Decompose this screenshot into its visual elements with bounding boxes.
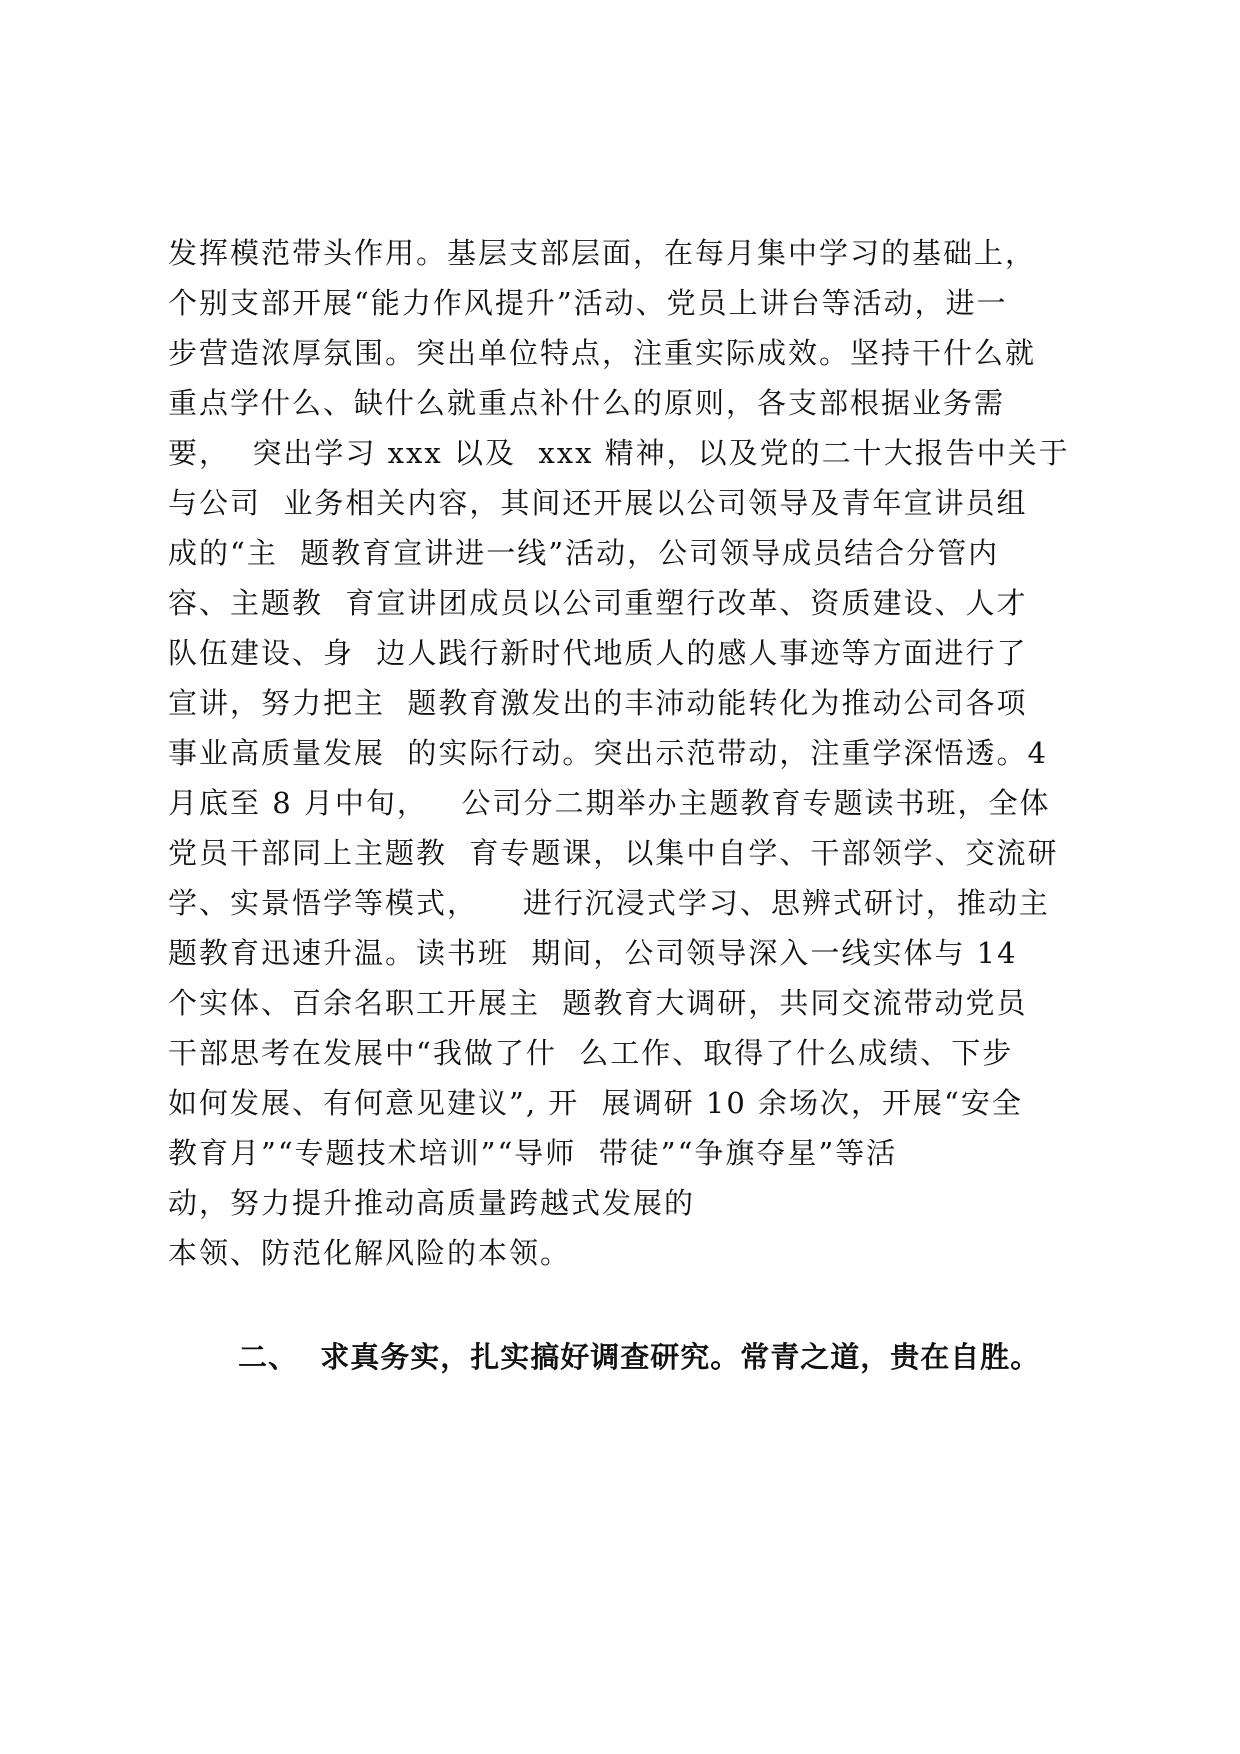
text-line: 如何发展、有何意见建议”, 开 展调研 10 余场次，开展“安全 — [168, 1086, 1023, 1120]
text-line: 宣讲，努力把主 题教育激发出的丰沛动能转化为推动公司各项 — [168, 686, 1028, 720]
section-heading: 二、 求真务实，扎实搞好调查研究。常青之道，贵在自胜。 — [238, 1340, 1041, 1374]
text-line: 动，努力提升推动高质量跨越式发展的 — [168, 1186, 696, 1220]
text-line: 题教育迅速升温。读书班 期间，公司领导深入一线实体与 14 — [168, 936, 1018, 970]
text-line: 容、主题教 育宣讲团成员以公司重塑行改革、资质建设、人才 — [168, 586, 1028, 620]
text-line: 党员干部同上主题教 育专题课，以集中自学、干部领学、交流研 — [168, 836, 1059, 870]
text-line: 成的“主 题教育宣讲进一线”活动，公司领导成员结合分管内 — [168, 536, 1000, 570]
body-paragraph — [168, 228, 1088, 1278]
text-line: 事业高质量发展 的实际行动。突出示范带动，注重学深悟透。4 — [168, 736, 1048, 770]
text-line: 学、实景悟学等模式， 进行沉浸式学习、思辨式研讨，推动主 — [168, 886, 1050, 920]
text-line: 与公司 业务相关内容，其间还开展以公司领导及青年宣讲员组 — [168, 486, 1028, 520]
text-line: 队伍建设、身 边人践行新时代地质人的感人事迹等方面进行了 — [168, 636, 1028, 670]
text-line: 步营造浓厚氛围。突出单位特点，注重实际成效。坚持干什么就 — [168, 336, 1037, 370]
text-line: 本领、防范化解风险的本领。 — [168, 1236, 572, 1270]
text-line: 个实体、百余名职工开展主 题教育大调研，共同交流带动党员 — [168, 986, 1028, 1020]
text-line: 个别支部开展“能力作风提升”活动、党员上讲台等活动，进一 — [168, 286, 1008, 320]
text-line: 重点学什么、缺什么就重点补什么的原则，各支部根据业务需 — [168, 386, 1006, 420]
text-line: 教育月”“专题技术培训”“导师 带徒”“争旗夺星”等活 — [168, 1136, 898, 1170]
text-line: 发挥模范带头作用。基层支部层面，在每月集中学习的基础上， — [168, 236, 1037, 270]
text-line: 干部思考在发展中“我做了什 么工作、取得了什么成绩、下步 — [168, 1036, 1014, 1070]
text-line: 要， 突出学习 xxx 以及 xxx 精神，以及党的二十大报告中关于 — [168, 436, 1070, 470]
text-line: 月底至 8 月中旬， 公司分二期举办主题教育专题读书班，全体 — [168, 786, 1051, 820]
